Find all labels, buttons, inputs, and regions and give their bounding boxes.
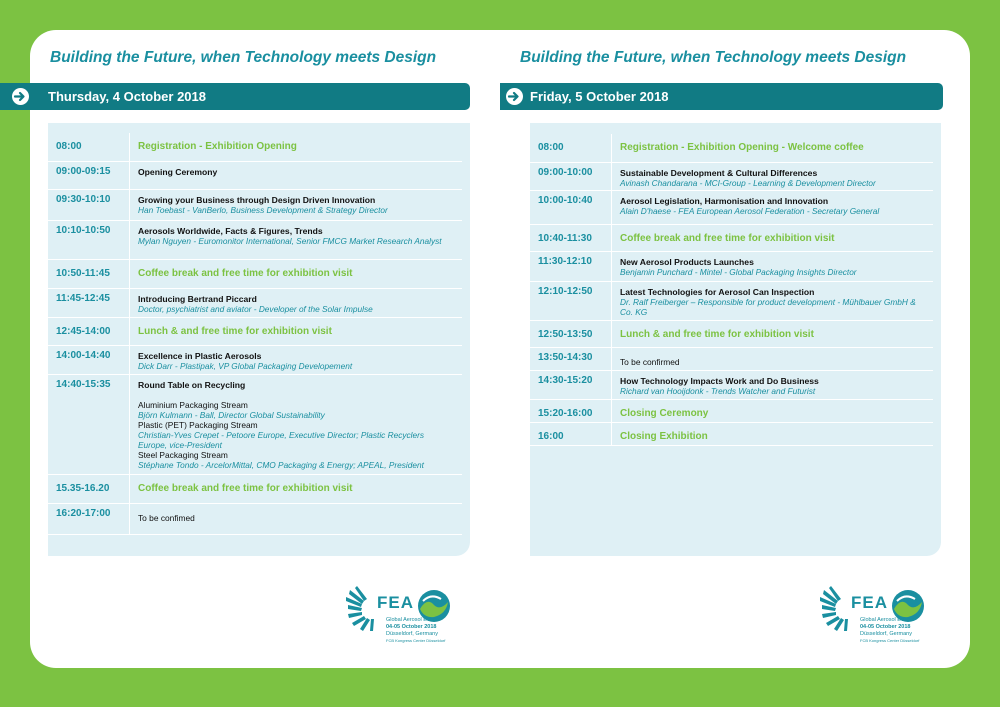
- schedule-row: [530, 423, 933, 446]
- time-slot: 09:00-10:00: [530, 163, 612, 190]
- logo-line-3: Düsseldorf, Germany: [860, 631, 912, 637]
- time-slot: 08:00: [530, 134, 612, 162]
- right-page: [500, 30, 970, 668]
- session-speaker: Dr. Ralf Freiberger – Responsible for product development - Mühlbauer GmbH & Co. KG: [620, 297, 916, 317]
- time-slot: 16:20-17:00: [48, 504, 130, 534]
- time-slot: 16:00: [530, 423, 612, 445]
- time-slot: 14:30-15:20: [530, 371, 612, 399]
- time-slot: 14:40-15:35: [48, 375, 130, 474]
- break-label: Closing Ceremony: [620, 408, 709, 419]
- session-speaker: Richard van Hooijdonk - Trends Watcher and Futurist: [620, 386, 816, 396]
- time-slot: 09:30-10:10: [48, 190, 130, 220]
- time-slot: 08:00: [48, 133, 130, 161]
- session-content: [612, 348, 933, 370]
- logo-line-2: 04-05 October 2018: [386, 624, 437, 630]
- time-slot: 12:45-14:00: [48, 318, 130, 345]
- logo-line-1: Global Aerosol Events: [386, 617, 441, 623]
- break-label: Registration - Exhibition Opening - Welcome coffee: [620, 142, 864, 153]
- day-label: Thursday, 4 October 2018: [48, 89, 206, 104]
- schedule-row: [48, 504, 462, 535]
- time-slot: 10:40-11:30: [530, 225, 612, 251]
- schedule-row: [48, 475, 462, 504]
- logo-wordmark: FEA: [377, 593, 414, 612]
- schedule-row: [530, 282, 933, 321]
- day-header-thursday: [0, 83, 470, 110]
- day-header-friday: [500, 83, 943, 110]
- session-content: [612, 321, 933, 347]
- time-slot: 10:50-11:45: [48, 260, 130, 288]
- schedule-row: [530, 321, 933, 348]
- left-page: [30, 30, 500, 668]
- brochure-sheet: [30, 30, 970, 668]
- session-title: To be confirmed: [620, 357, 680, 367]
- time-slot: 14:00-14:40: [48, 346, 130, 374]
- session-content: [612, 400, 933, 422]
- session-content: [130, 375, 462, 474]
- session-title: Excellence in Plastic Aerosols: [138, 351, 262, 361]
- schedule-row: [48, 289, 462, 318]
- schedule-row: [530, 163, 933, 191]
- schedule-row: [48, 375, 462, 475]
- logo-line-3: Düsseldorf, Germany: [386, 631, 438, 637]
- page-title: Building the Future, when Technology meets Design: [520, 49, 907, 66]
- session-speaker: Doctor, psychiatrist and aviator - Developer of the Solar Impulse: [138, 304, 373, 314]
- session-content: [612, 252, 933, 281]
- schedule-row: [530, 348, 933, 371]
- session-content: [130, 133, 462, 161]
- time-slot: 12:10-12:50: [530, 282, 612, 320]
- schedule-row: [530, 400, 933, 423]
- session-content: [130, 260, 462, 288]
- time-slot: 09:00-09:15: [48, 162, 130, 189]
- schedule-row: [48, 190, 462, 221]
- session-content: [612, 371, 933, 399]
- session-title: New Aerosol Products Launches: [620, 257, 754, 267]
- session-title: How Technology Impacts Work and Do Business: [620, 376, 819, 386]
- session-speaker: Mylan Nguyen - Euromonitor International, Senior FMCG Market Research Analyst: [138, 236, 442, 246]
- session-speaker: Alain D'haese - FEA European Aerosol Federation - Secretary General: [620, 206, 880, 216]
- schedule-row: [530, 191, 933, 225]
- session-content: [130, 221, 462, 259]
- schedule-row: [48, 260, 462, 289]
- circle-arrow-right-icon: [506, 88, 523, 105]
- break-label: Coffee break and free time for exhibition visit: [620, 233, 835, 244]
- session-content: [130, 475, 462, 503]
- stream-name: Plastic (PET) Packaging Stream: [138, 420, 258, 430]
- time-slot: 15.35-16.20: [48, 475, 130, 503]
- session-content: [130, 504, 462, 534]
- session-speaker: Dick Darr - Plastipak, VP Global Packaging Developement: [138, 361, 353, 371]
- schedule-row: [48, 162, 462, 190]
- schedule-row: [48, 318, 462, 346]
- logo-line-4: FCB Kongress Center Düsseldorf: [860, 638, 920, 643]
- time-slot: 10:10-10:50: [48, 221, 130, 259]
- circle-arrow-right-icon: [12, 88, 29, 105]
- break-label: Closing Exhibition: [620, 431, 708, 442]
- session-title: Round Table on Recycling: [138, 380, 246, 390]
- session-content: [130, 162, 462, 189]
- schedule-panel-thursday: [48, 123, 470, 556]
- logo-line-4: FCB Kongress Center Düsseldorf: [386, 638, 446, 643]
- fea-logo: [342, 579, 454, 654]
- session-content: [130, 346, 462, 374]
- time-slot: 15:20-16:00: [530, 400, 612, 422]
- time-slot: 12:50-13:50: [530, 321, 612, 347]
- session-content: [612, 134, 933, 162]
- break-label: Registration - Exhibition Opening: [138, 141, 297, 152]
- logo-wordmark: FEA: [851, 593, 888, 612]
- spacer: [138, 390, 454, 400]
- stream-speaker: Christian-Yves Crepet - Petoore Europe, Executive Director; Plastic Recyclers Europe, vice-President: [138, 430, 425, 450]
- stream-speaker: Stéphane Tondo - ArcelorMittal, CMO Packaging & Energy; APEAL, President: [138, 460, 424, 470]
- session-content: [130, 289, 462, 317]
- time-slot: 13:50-14:30: [530, 348, 612, 370]
- session-title: Introducing Bertrand Piccard: [138, 294, 257, 304]
- break-label: Coffee break and free time for exhibition visit: [138, 268, 353, 279]
- session-speaker: Benjamin Punchard - Mintel - Global Packaging Insights Director: [620, 267, 857, 277]
- schedule-panel-friday: [530, 123, 941, 556]
- session-title: Growing your Business through Design Driven Innovation: [138, 195, 376, 205]
- schedule-row: [530, 252, 933, 282]
- day-label: Friday, 5 October 2018: [530, 89, 669, 104]
- page-title: Building the Future, when Technology meets Design: [50, 49, 437, 66]
- time-slot: 11:45-12:45: [48, 289, 130, 317]
- time-slot: 10:00-10:40: [530, 191, 612, 224]
- schedule-row: [530, 371, 933, 400]
- fea-logo: [816, 579, 928, 654]
- schedule-row: [530, 134, 933, 163]
- logo-line-1: Global Aerosol Events: [860, 617, 915, 623]
- session-content: [612, 282, 933, 320]
- session-content: [612, 191, 933, 224]
- session-title: Opening Ceremony: [138, 167, 218, 177]
- break-label: Lunch & and free time for exhibition visit: [620, 329, 814, 340]
- stream-name: Steel Packaging Stream: [138, 450, 228, 460]
- session-title: Latest Technologies for Aerosol Can Inspection: [620, 287, 815, 297]
- schedule-row: [48, 346, 462, 375]
- session-title: Aerosol Legislation, Harmonisation and Innovation: [620, 196, 829, 206]
- session-content: [130, 318, 462, 345]
- schedule-row: [48, 221, 462, 260]
- session-speaker: Avinash Chandarana - MCI-Group - Learning & Development Director: [620, 178, 876, 188]
- time-slot: 11:30-12:10: [530, 252, 612, 281]
- stream-speaker: Björn Kulmann - Ball, Director Global Sustainability: [138, 410, 325, 420]
- logo-line-2: 04-05 October 2018: [860, 624, 911, 630]
- break-label: Coffee break and free time for exhibition visit: [138, 483, 353, 494]
- session-title: Sustainable Development & Cultural Differences: [620, 168, 818, 178]
- stream-name: Aluminium Packaging Stream: [138, 400, 248, 410]
- session-content: [612, 225, 933, 251]
- session-content: [612, 423, 933, 445]
- session-speaker: Han Toebast - VanBerlo, Business Development & Strategy Director: [138, 205, 388, 215]
- session-title: To be confimed: [138, 513, 195, 523]
- session-title: Aerosols Worldwide, Facts & Figures, Trends: [138, 226, 323, 236]
- break-label: Lunch & and free time for exhibition visit: [138, 326, 332, 337]
- session-content: [612, 163, 933, 190]
- schedule-row: [48, 133, 462, 162]
- session-content: [130, 190, 462, 220]
- schedule-row: [530, 225, 933, 252]
